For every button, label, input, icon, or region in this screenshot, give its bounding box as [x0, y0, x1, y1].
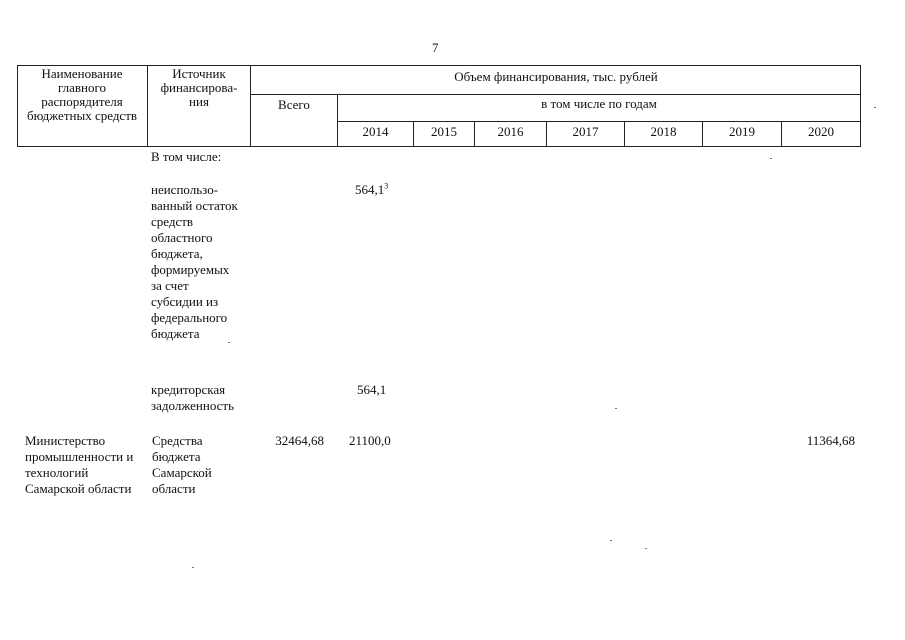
- scan-speck: [615, 408, 617, 409]
- scan-speck: [770, 158, 772, 159]
- table-header-divider-volume: [337, 94, 861, 95]
- table-header-subdivider: [250, 94, 337, 95]
- table-left-border: [17, 65, 18, 147]
- payables-2014: 564,1: [357, 382, 387, 397]
- header-year-2014: 2014: [362, 124, 389, 139]
- col-divider-source: [250, 65, 251, 147]
- table-header-bottom-border: [17, 146, 861, 147]
- header-year-2016: 2016: [497, 124, 524, 139]
- header-year-2019: 2019: [729, 124, 755, 139]
- header-year-2017: 2017: [572, 124, 599, 139]
- ministry-name: Министерство промышленности и технологий Самарской области: [25, 433, 134, 496]
- table-right-border: [860, 65, 861, 147]
- header-col-name: Наименование главного распорядителя бюджетных средств: [26, 66, 138, 123]
- ministry-total: 32464,68: [275, 433, 324, 448]
- header-col-total: Всего: [278, 97, 310, 112]
- col-divider-name: [147, 65, 148, 147]
- header-col-by-years: в том числе по годам: [541, 96, 657, 111]
- header-col-source: Источник финансирова-ния: [160, 66, 238, 109]
- ministry-2020: 11364,68: [806, 433, 855, 448]
- scan-speck: [228, 342, 230, 343]
- scan-speck: [610, 540, 612, 541]
- table-header-divider-years: [337, 121, 861, 122]
- scan-speck: [874, 107, 876, 108]
- scan-speck: [192, 567, 194, 568]
- header-year-2018: 2018: [650, 124, 677, 139]
- header-col-volume: Объем финансирования, тыс. рублей: [454, 69, 658, 84]
- header-year-2020: 2020: [808, 124, 834, 139]
- unused-balance-2014-value: 564,1: [355, 182, 385, 197]
- header-year-2015: 2015: [431, 124, 457, 139]
- footnote-marker: 3: [384, 181, 389, 191]
- page-number: 7: [432, 40, 439, 55]
- unused-balance-2014: [355, 182, 388, 198]
- scan-speck: [645, 548, 647, 549]
- table-top-border: [17, 65, 861, 66]
- unused-balance-source: неиспользо-ванный остаток средств областного бюджета, формируемых за счет субсидии из федерального бюджета: [151, 182, 238, 341]
- ministry-source: Средства бюджета Самарской области: [152, 433, 212, 496]
- payables-source: кредиторская задолженность: [151, 382, 235, 413]
- ministry-2014: 21100,0: [349, 433, 391, 448]
- including-label: В том числе:: [151, 149, 222, 164]
